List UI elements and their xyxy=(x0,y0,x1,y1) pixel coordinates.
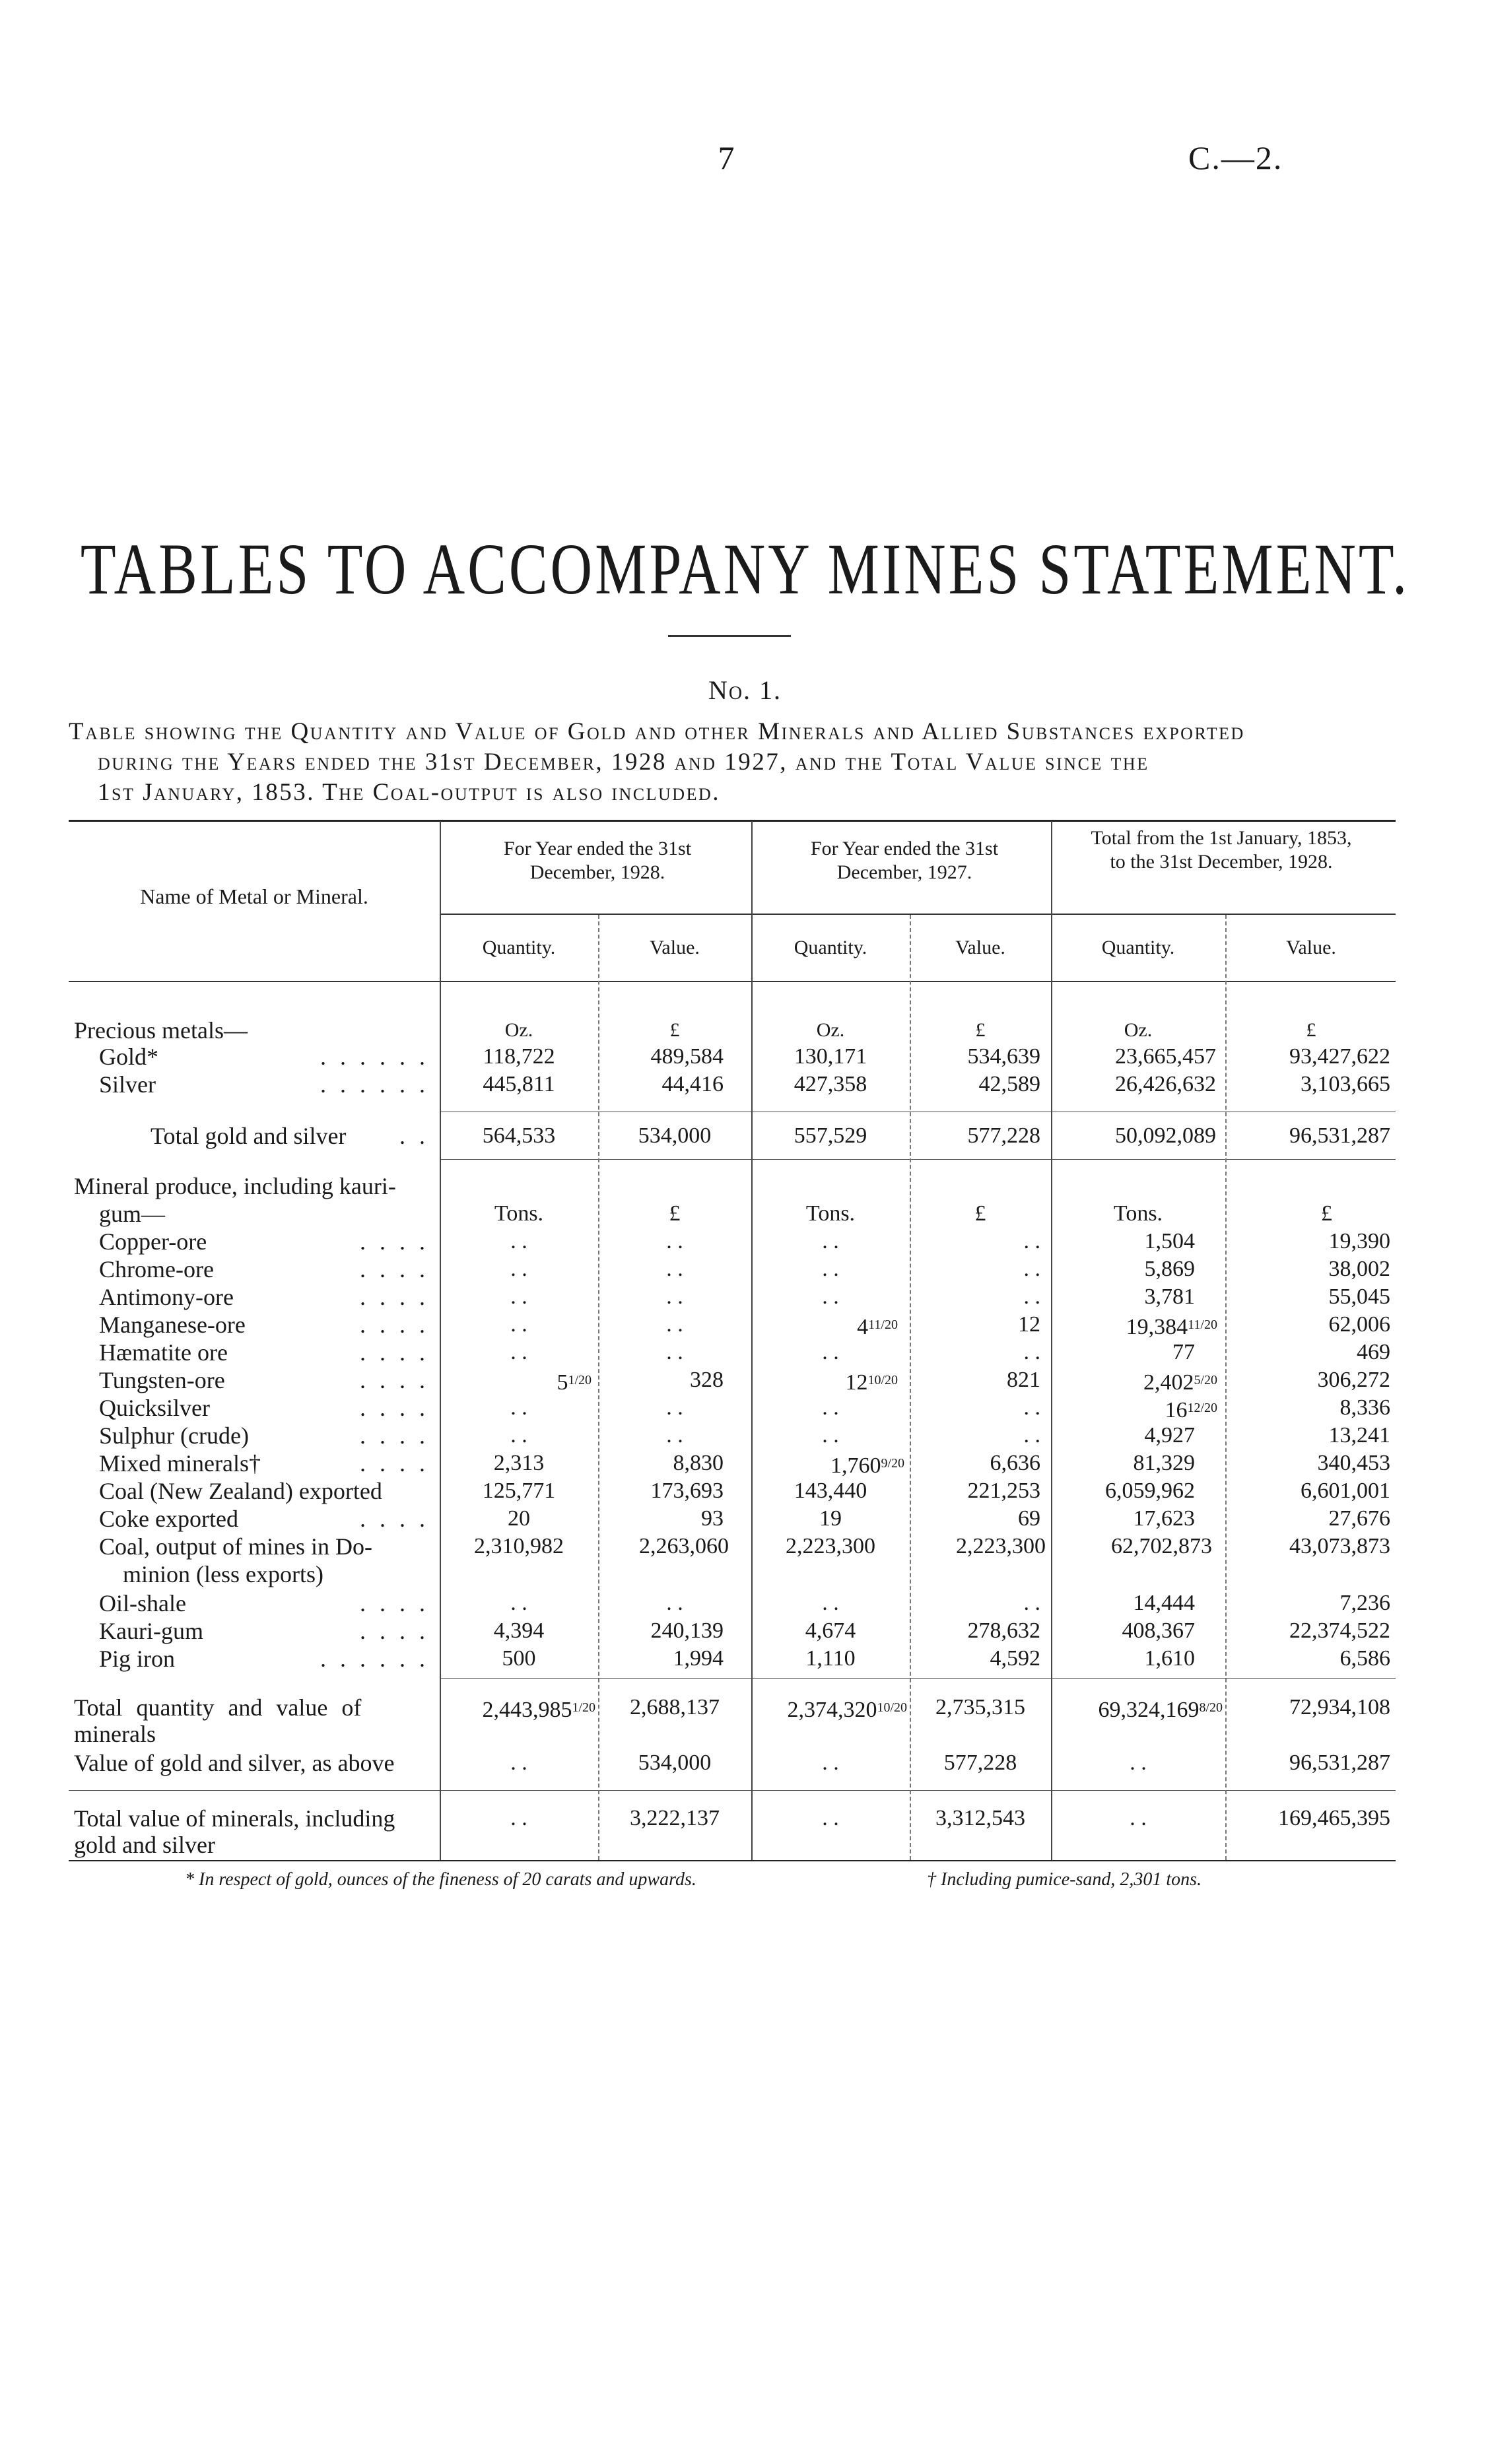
cell-v3: 62,006 xyxy=(1328,1312,1390,1337)
cell-q3: 50,092,089 xyxy=(1115,1123,1216,1148)
cell-v3: 96,531,287 xyxy=(1289,1123,1390,1148)
cell-q2: 19 xyxy=(819,1506,842,1531)
table-top-rule xyxy=(69,820,1396,822)
row-leader-dots: . . . . xyxy=(360,1367,429,1393)
cell-v1: . . xyxy=(666,1284,683,1309)
cell-q1: . . xyxy=(510,1806,527,1830)
row-leader-dots: . . . . xyxy=(360,1450,429,1477)
page-title: TABLES TO ACCOMPANY MINES STATEMENT. xyxy=(80,529,1410,610)
grand-total-rule xyxy=(69,1790,1396,1791)
cell-v2: 42,589 xyxy=(978,1072,1040,1096)
section-mineral-produce-cont: gum— xyxy=(99,1201,166,1227)
cell-q2 xyxy=(753,1311,898,1341)
unit-pound-1927: £ xyxy=(975,1019,986,1041)
cell-q1: 564,533 xyxy=(482,1123,556,1148)
row-label: Value of gold and silver, as above xyxy=(74,1750,395,1776)
cell-q1 xyxy=(441,1366,592,1397)
header-value-1927: Value. xyxy=(955,937,1005,958)
cell-q3: 408,367 xyxy=(1122,1618,1195,1643)
cell-q3: 3,781 xyxy=(1144,1284,1195,1309)
cell-v3: 469 xyxy=(1357,1340,1390,1364)
cell-q2 xyxy=(753,1366,898,1397)
unit-tons-1927: Tons. xyxy=(805,1201,856,1226)
cell-q3 xyxy=(1052,1394,1217,1424)
cell-q3-whole: 16 xyxy=(1165,1398,1188,1422)
cell-v3: 27,676 xyxy=(1328,1506,1390,1531)
cell-v3: 3,103,665 xyxy=(1301,1072,1390,1096)
cell-q2-whole: 2,374,320 xyxy=(787,1698,877,1722)
row-leader-dots: . . . . xyxy=(360,1284,429,1310)
cell-q3 xyxy=(1052,1311,1217,1341)
cell-q3-whole: 19,384 xyxy=(1126,1315,1188,1339)
cell-v3: 38,002 xyxy=(1328,1257,1390,1281)
cell-v2: . . xyxy=(1023,1340,1040,1364)
unit-oz-total: Oz. xyxy=(1124,1019,1153,1041)
unit-pound-1928: £ xyxy=(669,1019,680,1041)
row-label: Silver xyxy=(99,1071,156,1098)
cell-q3: 62,702,873 xyxy=(1111,1534,1212,1558)
cell-q2: . . xyxy=(822,1229,839,1253)
row-label: Total quantity and value of xyxy=(74,1694,362,1721)
cell-q2: . . xyxy=(822,1395,839,1420)
cell-q2-whole: 1,760 xyxy=(830,1453,881,1478)
cell-q1: 125,771 xyxy=(482,1479,556,1503)
unit-pound-1927: £ xyxy=(974,1201,986,1226)
cell-q3 xyxy=(1052,1366,1217,1397)
row-label: Copper-ore xyxy=(99,1228,207,1255)
row-label-cont: minion (less exports) xyxy=(123,1561,323,1587)
cell-v3: 96,531,287 xyxy=(1289,1750,1390,1775)
cell-q1: . . xyxy=(510,1257,527,1281)
cell-v1: . . xyxy=(666,1423,683,1448)
cell-q2-fraction: 11/20 xyxy=(868,1317,898,1332)
header-value-1928: Value. xyxy=(650,937,700,958)
page-number: 7 xyxy=(718,139,735,176)
cell-q1-fraction: 1/20 xyxy=(568,1373,592,1387)
cell-q1: . . xyxy=(510,1312,527,1337)
cell-v1: 3,222,137 xyxy=(630,1806,720,1830)
cell-v2: 2,223,300 xyxy=(956,1534,1046,1558)
row-leader-dots: . . . . xyxy=(360,1312,429,1338)
unit-pound-total: £ xyxy=(1321,1201,1332,1226)
cell-v3: 43,073,873 xyxy=(1289,1534,1390,1558)
cell-q2: 130,171 xyxy=(794,1044,867,1069)
cell-q1-fraction: 1/20 xyxy=(572,1700,595,1715)
cell-q2: . . xyxy=(822,1423,839,1448)
cell-q3: 5,869 xyxy=(1144,1257,1195,1281)
header-total-since-1853: Total from the 1st January, 1853, to the 31st December, 1928. xyxy=(1091,827,1352,873)
cell-q1: . . xyxy=(510,1750,527,1775)
cell-v3: 6,586 xyxy=(1339,1646,1390,1671)
cell-v1: 44,416 xyxy=(661,1072,724,1096)
cell-v2: 69 xyxy=(1018,1506,1040,1531)
row-label: Pig iron xyxy=(99,1646,176,1672)
header-year-1927: For Year ended the 31st December, 1927. xyxy=(810,838,999,883)
cell-v3: 22,374,522 xyxy=(1289,1618,1390,1643)
row-label: Mixed minerals† xyxy=(99,1450,261,1477)
title-divider xyxy=(668,635,791,637)
cell-q1: . . xyxy=(510,1591,527,1615)
row-label: Kauri-gum xyxy=(99,1618,203,1644)
row-label: Coal, output of mines in Do- xyxy=(99,1533,372,1560)
unit-oz-1928: Oz. xyxy=(504,1019,533,1041)
cell-v2: 12 xyxy=(1018,1312,1040,1337)
cell-v1: . . xyxy=(666,1312,683,1337)
cell-v2: . . xyxy=(1023,1423,1040,1448)
cell-v2: . . xyxy=(1023,1229,1040,1253)
cell-v1: . . xyxy=(666,1395,683,1420)
cell-v2: 821 xyxy=(1007,1368,1040,1392)
subtotal-bottom-rule xyxy=(440,1159,1396,1160)
row-leader-dots: . . . . . . xyxy=(320,1646,429,1672)
cell-v1: 489,584 xyxy=(650,1044,724,1069)
cell-q1: . . xyxy=(510,1340,527,1364)
cell-v3: 13,241 xyxy=(1328,1423,1390,1448)
cell-q1: 445,811 xyxy=(483,1072,555,1096)
header-value-total: Value. xyxy=(1286,937,1336,958)
cell-v1: . . xyxy=(666,1340,683,1364)
row-label-cont: gold and silver xyxy=(74,1832,215,1858)
cell-v3: 340,453 xyxy=(1317,1451,1390,1475)
section-mineral-produce: Mineral produce, including kauri- xyxy=(74,1173,396,1199)
cell-q1: . . xyxy=(510,1229,527,1253)
cell-v1: 2,263,060 xyxy=(639,1534,729,1558)
cell-q2: 2,223,300 xyxy=(786,1534,875,1558)
row-leader-dots: . . . . xyxy=(360,1339,429,1366)
cell-v2: 4,592 xyxy=(990,1646,1040,1671)
row-label: Total value of minerals, including xyxy=(74,1805,395,1832)
header-bottom-rule xyxy=(69,981,1396,982)
cell-q1 xyxy=(441,1694,595,1724)
cell-q2-fraction: 9/20 xyxy=(881,1456,904,1471)
document-reference: C.—2. xyxy=(1188,139,1283,176)
cell-q2 xyxy=(753,1449,904,1480)
row-label: Manganese-ore xyxy=(99,1312,246,1338)
row-label: Gold* xyxy=(99,1044,158,1070)
cell-q2: 427,358 xyxy=(794,1072,867,1096)
cell-q2: 143,440 xyxy=(794,1479,867,1503)
row-leader-dots: . . . . xyxy=(360,1506,429,1532)
cell-v1: . . xyxy=(666,1257,683,1281)
cell-q3: 23,665,457 xyxy=(1115,1044,1216,1069)
minerals-total-rule xyxy=(440,1678,1396,1679)
cell-q1: . . xyxy=(510,1284,527,1309)
cell-q2: 4,674 xyxy=(805,1618,856,1643)
cell-v1: 240,139 xyxy=(650,1618,724,1643)
row-label: Coal (New Zealand) exported xyxy=(99,1478,382,1504)
row-leader-dots: . . . . xyxy=(360,1422,429,1449)
cell-q2: . . xyxy=(822,1750,839,1775)
row-leader-dots: . . . . . . xyxy=(320,1044,429,1070)
row-leader-dots: . . . . . . xyxy=(320,1071,429,1098)
header-year-1928: For Year ended the 31st December, 1928. xyxy=(503,838,692,883)
footnote-mixed-minerals: † Including pumice-sand, 2,301 tons. xyxy=(927,1869,1202,1890)
cell-v3: 7,236 xyxy=(1339,1591,1390,1615)
header-quantity-1928: Quantity. xyxy=(482,937,556,958)
table-number: No. 1. xyxy=(708,675,782,705)
unit-tons-1928: Tons. xyxy=(494,1201,544,1226)
cell-q2-whole: 12 xyxy=(845,1370,868,1395)
cell-v1: . . xyxy=(666,1591,683,1615)
cell-v2: 278,632 xyxy=(967,1618,1040,1643)
cell-v2: 577,228 xyxy=(967,1123,1040,1148)
row-label: Chrome-ore xyxy=(99,1256,214,1282)
cell-q3: . . xyxy=(1130,1806,1147,1830)
cell-q1-whole: 5 xyxy=(557,1370,568,1395)
cell-v1: 1,994 xyxy=(673,1646,724,1671)
cell-q1: 4,394 xyxy=(493,1618,545,1643)
row-leader-dots: . . . . xyxy=(360,1590,429,1616)
cell-q2: . . xyxy=(822,1284,839,1309)
cell-v1: . . xyxy=(666,1229,683,1253)
row-label: Sulphur (crude) xyxy=(99,1422,249,1449)
cell-q3: 1,610 xyxy=(1144,1646,1195,1671)
cell-q3-fraction: 5/20 xyxy=(1194,1373,1217,1387)
cell-q3: . . xyxy=(1130,1750,1147,1775)
caption-line-2: during the Years ended the 31st December, 1928 and 1927, and the Total Value since the xyxy=(98,749,1149,776)
cell-q2: . . xyxy=(822,1340,839,1364)
cell-v2: 534,639 xyxy=(967,1044,1040,1069)
cell-q3-fraction: 12/20 xyxy=(1187,1401,1217,1415)
cell-q3: 81,329 xyxy=(1133,1451,1195,1475)
caption-line-3: 1st January, 1853. The Coal-output is also included. xyxy=(98,779,720,806)
cell-q3: 6,059,962 xyxy=(1105,1479,1195,1503)
cell-q1: 2,313 xyxy=(493,1451,545,1475)
cell-v3: 72,934,108 xyxy=(1289,1695,1390,1719)
cell-q1: 20 xyxy=(508,1506,530,1531)
cell-q3: 4,927 xyxy=(1144,1423,1195,1448)
cell-v1: 534,000 xyxy=(638,1750,712,1775)
cell-v2: 221,253 xyxy=(967,1479,1040,1503)
unit-pound-total: £ xyxy=(1306,1019,1316,1041)
cell-q3-whole: 69,324,169 xyxy=(1098,1698,1200,1722)
cell-q2: 1,110 xyxy=(805,1646,856,1671)
cell-v2: 2,735,315 xyxy=(935,1695,1025,1719)
cell-q2: . . xyxy=(822,1806,839,1830)
row-leader-dots: . . . . xyxy=(360,1228,429,1255)
row-label: Oil-shale xyxy=(99,1590,186,1616)
row-label: Antimony-ore xyxy=(99,1284,234,1310)
unit-oz-1927: Oz. xyxy=(816,1019,845,1041)
cell-v2: 3,312,543 xyxy=(935,1806,1025,1830)
cell-v2: . . xyxy=(1023,1284,1040,1309)
cell-q2: . . xyxy=(822,1257,839,1281)
cell-q3: 14,444 xyxy=(1133,1591,1195,1615)
header-group-rule xyxy=(440,914,1396,915)
cell-q1: 118,722 xyxy=(483,1044,555,1069)
cell-v2: 577,228 xyxy=(943,1750,1017,1775)
cell-q2-whole: 4 xyxy=(857,1315,869,1339)
cell-q2-fraction: 10/20 xyxy=(877,1700,907,1715)
cell-v1: 534,000 xyxy=(638,1123,712,1148)
row-label-cont: minerals xyxy=(74,1721,156,1747)
table-caption xyxy=(69,717,1389,808)
cell-v3: 169,465,395 xyxy=(1278,1806,1390,1830)
header-name-column: Name of Metal or Mineral. xyxy=(140,884,368,908)
header-quantity-1927: Quantity. xyxy=(794,937,867,958)
cell-q3-fraction: 8/20 xyxy=(1199,1700,1223,1715)
table-bottom-rule xyxy=(69,1860,1396,1861)
cell-v2: . . xyxy=(1023,1591,1040,1615)
unit-tons-total: Tons. xyxy=(1113,1201,1163,1226)
row-leader-dots: . . . . xyxy=(360,1618,429,1644)
cell-q2: 557,529 xyxy=(794,1123,867,1148)
footnote-gold: * In respect of gold, ounces of the fineness of 20 carats and upwards. xyxy=(185,1869,696,1890)
cell-v1: 8,830 xyxy=(673,1451,724,1475)
cell-q3: 1,504 xyxy=(1144,1229,1195,1253)
row-leader-dots: . . . . xyxy=(360,1395,429,1421)
section-precious-metals: Precious metals— xyxy=(74,1017,248,1044)
cell-v3: 8,336 xyxy=(1339,1395,1390,1420)
cell-q1: . . xyxy=(510,1395,527,1420)
cell-v3: 306,272 xyxy=(1317,1368,1390,1392)
cell-q2: . . xyxy=(822,1591,839,1615)
cell-v3: 93,427,622 xyxy=(1289,1044,1390,1069)
cell-q1: . . xyxy=(510,1423,527,1448)
cell-q3: 17,623 xyxy=(1133,1506,1195,1531)
cell-v1: 328 xyxy=(690,1368,724,1392)
cell-q3: 77 xyxy=(1172,1340,1195,1364)
header-quantity-total: Quantity. xyxy=(1101,937,1175,958)
cell-v1: 93 xyxy=(701,1506,724,1531)
cell-q1: 500 xyxy=(502,1646,536,1671)
cell-v1: 173,693 xyxy=(650,1479,724,1503)
cell-v3: 6,601,001 xyxy=(1301,1479,1390,1503)
cell-v3: 55,045 xyxy=(1328,1284,1390,1309)
row-label: Total gold and silver xyxy=(151,1123,347,1149)
cell-v2: 6,636 xyxy=(990,1451,1040,1475)
cell-q2 xyxy=(753,1694,907,1724)
cell-v3: 19,390 xyxy=(1328,1229,1390,1253)
cell-v2: . . xyxy=(1023,1395,1040,1420)
unit-pound-1928: £ xyxy=(669,1201,681,1226)
cell-q3 xyxy=(1052,1694,1223,1724)
cell-v1: 2,688,137 xyxy=(630,1695,720,1719)
row-label: Quicksilver xyxy=(99,1395,210,1421)
cell-q2-fraction: 10/20 xyxy=(867,1373,898,1387)
caption-line-1: Table showing the Quantity and Value of Gold and other Minerals and Allied Substances exported xyxy=(69,718,1245,745)
row-label: Tungsten-ore xyxy=(99,1367,225,1393)
cell-v2: . . xyxy=(1023,1257,1040,1281)
cell-q3-fraction: 11/20 xyxy=(1188,1317,1217,1332)
row-label: Coke exported xyxy=(99,1506,238,1532)
row-leader-dots: . . . . xyxy=(360,1256,429,1282)
cell-q3-whole: 2,402 xyxy=(1143,1370,1194,1395)
row-leader-dots: . . xyxy=(399,1123,429,1149)
cell-q1-whole: 2,443,985 xyxy=(482,1698,572,1722)
row-label: Hæmatite ore xyxy=(99,1339,228,1366)
cell-q3: 26,426,632 xyxy=(1115,1072,1216,1096)
cell-q1: 2,310,982 xyxy=(474,1534,564,1558)
